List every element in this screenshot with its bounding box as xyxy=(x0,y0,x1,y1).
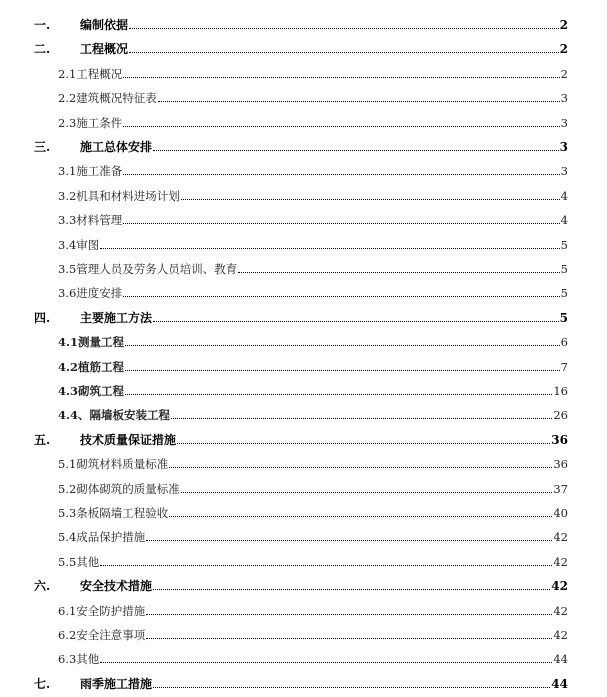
toc-page-number: 44 xyxy=(553,652,568,667)
toc-entry-title: 6.3其他 xyxy=(58,652,100,667)
toc-chapter-number: 五. xyxy=(34,432,51,447)
toc-entry-title: 3.4审图 xyxy=(58,237,100,252)
toc-entry[interactable] xyxy=(0,478,608,496)
toc-entry-title: 5.2砌体砌筑的质量标准 xyxy=(58,481,180,496)
toc-dot-leader xyxy=(123,76,559,78)
toc-page-number: 16 xyxy=(553,384,568,398)
toc-dot-leader xyxy=(123,173,559,175)
toc-page-number: 3 xyxy=(559,140,568,154)
toc-entry[interactable] xyxy=(0,356,608,374)
toc-page-number: 26 xyxy=(553,408,568,423)
toc-entry-title: 5.4成品保护措施 xyxy=(58,530,146,545)
toc-chapter-number: 三. xyxy=(34,140,51,154)
toc-dot-leader xyxy=(100,661,552,663)
toc-entry-title: 安全技术措施 xyxy=(80,579,153,594)
toc-page-number: 2 xyxy=(560,66,568,81)
toc-page-number: 44 xyxy=(551,676,568,691)
toc-entry-title: 3.2机具和材料进场计划 xyxy=(58,188,180,203)
toc-dot-leader xyxy=(100,564,552,566)
toc-page-number: 5 xyxy=(560,237,568,252)
toc-entry-title: 3.5管理人员及劳务人员培训、教育 xyxy=(58,262,238,276)
toc-page-number: 2 xyxy=(559,42,568,57)
toc-entry[interactable] xyxy=(0,185,608,203)
toc-page-number: 4 xyxy=(560,213,568,228)
toc-page-number: 7 xyxy=(560,359,568,374)
toc-page-number: 3 xyxy=(560,91,568,106)
toc-dot-leader xyxy=(153,320,559,322)
toc-entry-title: 5.5其他 xyxy=(58,554,100,569)
toc-page-number: 36 xyxy=(553,457,568,472)
toc-entry-title: 4.2植筋工程 xyxy=(58,359,125,374)
toc-dot-leader xyxy=(153,686,550,688)
toc-page-number: 40 xyxy=(553,506,568,520)
toc-entry-title: 施工总体安排 xyxy=(80,140,153,154)
toc-dot-leader xyxy=(171,417,552,419)
toc-entry-title: 2.2建筑概况特征表 xyxy=(58,91,157,106)
toc-entry-title: 3.1施工准备 xyxy=(58,164,123,179)
toc-entry[interactable] xyxy=(0,63,608,81)
toc-dot-leader xyxy=(169,466,552,468)
toc-page-number: 37 xyxy=(553,481,568,496)
toc-entry[interactable] xyxy=(0,551,608,569)
toc-chapter-number: 六. xyxy=(34,579,51,594)
toc-entry[interactable] xyxy=(0,209,608,227)
toc-entry-title: 5.1砌筑材料质量标准 xyxy=(58,457,169,472)
toc-page-number: 5 xyxy=(560,286,568,301)
toc-entry-title: 2.3施工条件 xyxy=(58,115,123,130)
toc-entry-title: 6.2安全注意事项 xyxy=(58,628,146,642)
toc-entry[interactable] xyxy=(0,160,608,178)
toc-entry[interactable] xyxy=(0,87,608,105)
toc-dot-leader xyxy=(123,125,559,127)
toc-chapter-number: 七. xyxy=(34,676,51,691)
toc-dot-leader xyxy=(177,442,550,444)
toc-dot-leader xyxy=(153,588,550,590)
toc-dot-leader xyxy=(158,100,560,102)
toc-dot-leader xyxy=(123,222,559,224)
toc-chapter-number: 二. xyxy=(34,42,51,57)
toc-page-number: 42 xyxy=(553,530,568,545)
toc-entry-title: 编制依据 xyxy=(80,18,129,32)
toc-entry-title: 主要施工方法 xyxy=(80,310,153,325)
toc-dot-leader xyxy=(123,295,559,297)
toc-entry-title: 4.1测量工程 xyxy=(58,335,125,350)
toc-entry[interactable] xyxy=(0,380,608,398)
toc-page-number: 3 xyxy=(560,164,568,179)
toc-entry[interactable] xyxy=(0,673,608,691)
toc-dot-leader xyxy=(181,491,553,493)
toc-entry-title: 6.1安全防护措施 xyxy=(58,603,146,618)
toc-entry[interactable] xyxy=(0,234,608,252)
toc-page-number: 3 xyxy=(560,115,568,130)
toc-page-number: 42 xyxy=(551,579,568,594)
toc-entry-title: 4.4、隔墙板安装工程 xyxy=(58,408,171,423)
toc-entry-title: 雨季施工措施 xyxy=(80,676,153,691)
toc-page-number: 42 xyxy=(553,554,568,569)
toc-entry[interactable] xyxy=(0,624,608,642)
toc-entry[interactable] xyxy=(0,648,608,666)
toc-dot-leader xyxy=(146,637,552,639)
toc-page-number: 36 xyxy=(551,432,568,447)
toc-dot-leader xyxy=(153,149,559,151)
toc-chapter-number: 一. xyxy=(34,18,51,32)
toc-dot-leader xyxy=(146,613,552,615)
toc-page-number: 42 xyxy=(553,628,568,642)
toc-entry[interactable] xyxy=(0,38,608,56)
toc-page-number: 5 xyxy=(560,262,568,276)
toc-entry[interactable] xyxy=(0,14,608,32)
toc-entry[interactable] xyxy=(0,502,608,520)
toc-dot-leader xyxy=(125,344,560,346)
toc-dot-leader xyxy=(125,369,560,371)
toc-entry-title: 3.3材料管理 xyxy=(58,213,123,228)
toc-entry[interactable] xyxy=(0,453,608,471)
toc-dot-leader xyxy=(129,51,559,53)
toc-dot-leader xyxy=(125,393,552,395)
toc-entry[interactable] xyxy=(0,600,608,618)
toc-dot-leader xyxy=(181,198,560,200)
toc-entry[interactable] xyxy=(0,112,608,130)
toc-page-number: 42 xyxy=(553,603,568,618)
toc-entry[interactable] xyxy=(0,307,608,325)
toc-page-number: 6 xyxy=(560,335,568,350)
toc-entry[interactable] xyxy=(0,404,608,422)
toc-entry-title: 5.3条板隔墙工程验收 xyxy=(58,506,169,520)
toc-page-number: 4 xyxy=(560,188,568,203)
toc-entry[interactable] xyxy=(0,429,608,447)
toc-chapter-number: 四. xyxy=(34,310,51,325)
toc-dot-leader xyxy=(100,247,559,249)
toc-entry-title: 3.6进度安排 xyxy=(58,286,123,301)
toc-entry[interactable] xyxy=(0,575,608,593)
toc-dot-leader xyxy=(169,515,552,517)
toc-entry[interactable] xyxy=(0,136,608,154)
toc-entry-title: 技术质量保证措施 xyxy=(80,432,177,447)
toc-page-number: 2 xyxy=(559,18,568,32)
toc-dot-leader xyxy=(238,271,559,273)
toc-entry[interactable] xyxy=(0,282,608,300)
toc-entry[interactable] xyxy=(0,331,608,349)
toc-page-number: 5 xyxy=(559,310,568,325)
toc-dot-leader xyxy=(146,539,552,541)
toc-entry-title: 2.1工程概况 xyxy=(58,66,123,81)
toc-entry[interactable] xyxy=(0,526,608,544)
toc-dot-leader xyxy=(129,27,559,29)
toc-entry[interactable] xyxy=(0,258,608,276)
toc-entry-title: 工程概况 xyxy=(80,42,129,57)
toc-entry-title: 4.3砌筑工程 xyxy=(58,384,125,398)
